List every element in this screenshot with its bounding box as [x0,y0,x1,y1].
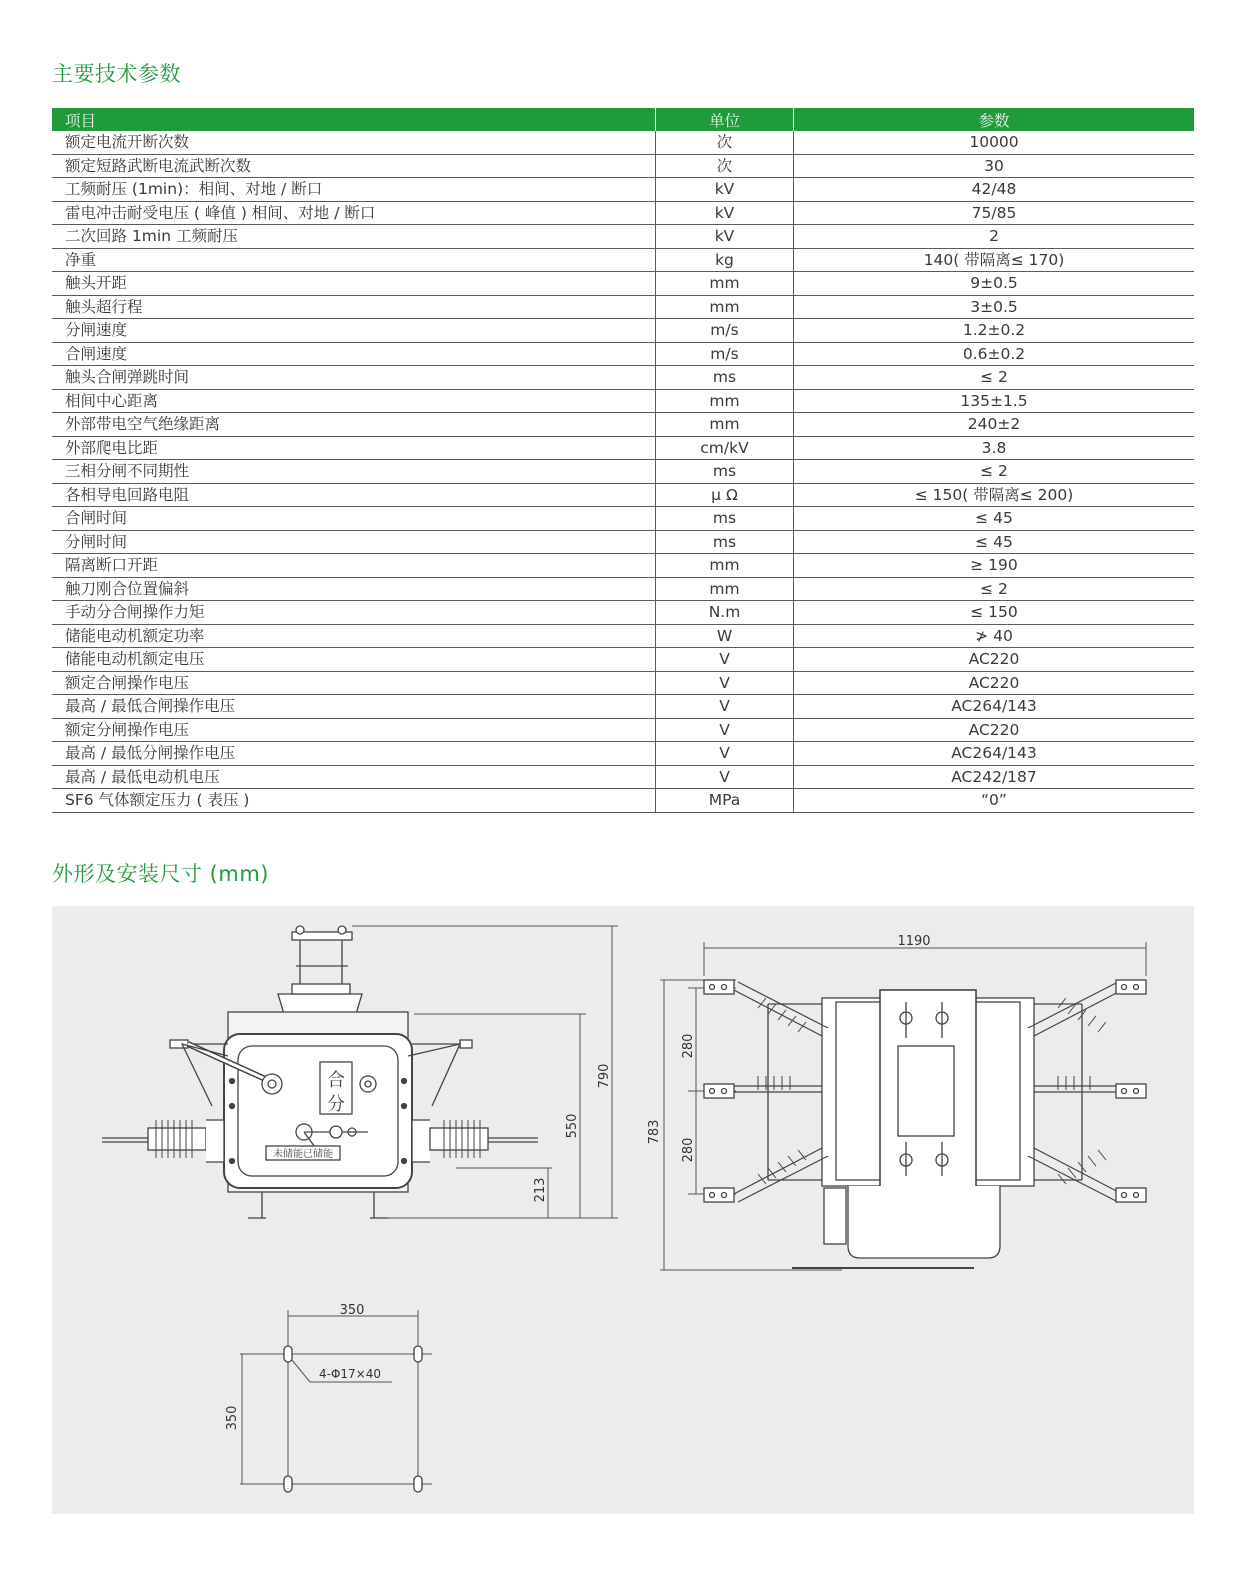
table-row [52,413,1194,437]
table-row [52,366,1194,390]
table-row [52,507,1194,531]
param-value: 3.8 [794,436,1195,460]
table-header-row [52,108,1194,131]
header-item: 项目 [52,108,656,131]
parameters-table [52,108,1194,813]
param-unit: m/s [656,342,794,366]
param-name: 三相分闸不同期性 [52,460,656,484]
dim-280-b: 280 [681,1137,696,1163]
dim-790: 790 [597,1063,612,1089]
param-name: SF6 气体额定压力 ( 表压 ) [52,789,656,813]
param-name: 触头合闸弹跳时间 [52,366,656,390]
table-row [52,483,1194,507]
param-unit: V [656,648,794,672]
param-name: 最高 / 最低分闸操作电压 [52,742,656,766]
dim-550: 550 [565,1113,580,1139]
param-value: 10000 [794,131,1195,154]
param-value: 0.6±0.2 [794,342,1195,366]
table-row [52,272,1194,296]
dim-350-height: 350 [225,1405,240,1431]
param-value: ≯ 40 [794,624,1195,648]
dim-783: 783 [647,1119,662,1145]
param-name: 额定电流开断次数 [52,131,656,154]
section-title-dimensions: 外形及安装尺寸 (mm) [52,862,269,886]
table-row [52,319,1194,343]
param-name: 合闸时间 [52,507,656,531]
param-name: 分闸速度 [52,319,656,343]
table-row [52,789,1194,813]
table-row [52,624,1194,648]
param-unit: cm/kV [656,436,794,460]
param-name: 净重 [52,248,656,272]
table-row [52,389,1194,413]
param-name: 各相导电回路电阻 [52,483,656,507]
table-row [52,671,1194,695]
table-row [52,765,1194,789]
table-row [52,648,1194,672]
param-value: ≤ 2 [794,366,1195,390]
param-value: ≥ 190 [794,554,1195,578]
table-row [52,131,1194,154]
label-fen: 分 [327,1094,345,1115]
param-name: 最高 / 最低电动机电压 [52,765,656,789]
param-value: AC264/143 [794,695,1195,719]
param-name: 触头开距 [52,272,656,296]
table-row [52,248,1194,272]
param-unit: V [656,718,794,742]
param-value: 75/85 [794,201,1195,225]
param-name: 外部带电空气绝缘距离 [52,413,656,437]
technical-drawing [52,906,1194,1514]
param-name: 触头超行程 [52,295,656,319]
param-unit: kV [656,201,794,225]
table-row [52,225,1194,249]
param-name: 触刀刚合位置偏斜 [52,577,656,601]
header-value: 参数 [794,108,1195,131]
table-row [52,201,1194,225]
param-unit: mm [656,577,794,601]
table-row [52,178,1194,202]
param-unit: V [656,765,794,789]
table-row [52,295,1194,319]
param-name: 合闸速度 [52,342,656,366]
param-value: 140( 带隔离≤ 170) [794,248,1195,272]
param-unit: ms [656,460,794,484]
param-name: 手动分合闸操作力矩 [52,601,656,625]
param-value: 1.2±0.2 [794,319,1195,343]
param-value: ≤ 45 [794,530,1195,554]
table-row [52,601,1194,625]
dim-280-a: 280 [681,1033,696,1059]
param-name: 外部爬电比距 [52,436,656,460]
mounting-view [225,1303,432,1492]
front-view [102,926,618,1218]
param-value: AC220 [794,648,1195,672]
param-unit: 次 [656,154,794,178]
param-value: 30 [794,154,1195,178]
param-value: AC220 [794,718,1195,742]
table-row [52,742,1194,766]
param-name: 相间中心距离 [52,389,656,413]
param-unit: mm [656,272,794,296]
param-value: 42/48 [794,178,1195,202]
param-unit: N.m [656,601,794,625]
param-unit: ms [656,530,794,554]
drawing-panel [52,906,1194,1514]
table-row [52,154,1194,178]
table-row [52,436,1194,460]
param-name: 额定短路武断电流武断次数 [52,154,656,178]
param-unit: kV [656,225,794,249]
dim-213: 213 [533,1177,548,1203]
dim-1190: 1190 [897,934,931,949]
param-name: 储能电动机额定电压 [52,648,656,672]
param-name: 雷电冲击耐受电压 ( 峰值 ) 相间、对地 / 断口 [52,201,656,225]
param-name: 最高 / 最低合闸操作电压 [52,695,656,719]
section-title-parameters: 主要技术参数 [52,62,181,86]
param-value: 135±1.5 [794,389,1195,413]
param-unit: m/s [656,319,794,343]
param-value: “0” [794,789,1195,813]
param-unit: mm [656,413,794,437]
param-value: 240±2 [794,413,1195,437]
param-unit: ms [656,366,794,390]
dim-350-width: 350 [339,1303,365,1318]
param-value: 9±0.5 [794,272,1195,296]
hole-spec-label: 4-Φ17×40 [318,1367,382,1381]
top-view [647,934,1146,1270]
param-unit: ms [656,507,794,531]
param-value: 3±0.5 [794,295,1195,319]
param-unit: W [656,624,794,648]
param-value: ≤ 2 [794,460,1195,484]
table-row [52,695,1194,719]
table-row [52,718,1194,742]
table-row [52,460,1194,484]
param-unit: MPa [656,789,794,813]
param-value: AC242/187 [794,765,1195,789]
param-unit: 次 [656,131,794,154]
param-name: 额定分闸操作电压 [52,718,656,742]
param-unit: kg [656,248,794,272]
param-value: AC264/143 [794,742,1195,766]
param-unit: μ Ω [656,483,794,507]
param-value: AC220 [794,671,1195,695]
param-unit: mm [656,295,794,319]
header-unit: 单位 [656,108,794,131]
param-value: 2 [794,225,1195,249]
table-row [52,554,1194,578]
param-name: 隔离断口开距 [52,554,656,578]
param-value: ≤ 45 [794,507,1195,531]
table-row [52,577,1194,601]
param-name: 额定合闸操作电压 [52,671,656,695]
param-value: ≤ 2 [794,577,1195,601]
param-unit: kV [656,178,794,202]
param-unit: mm [656,554,794,578]
param-unit: V [656,742,794,766]
label-he: 合 [327,1070,345,1091]
table-row [52,530,1194,554]
param-unit: V [656,695,794,719]
param-name: 储能电动机额定功率 [52,624,656,648]
param-name: 分闸时间 [52,530,656,554]
param-name: 二次回路 1min 工频耐压 [52,225,656,249]
param-value: ≤ 150( 带隔离≤ 200) [794,483,1195,507]
param-unit: mm [656,389,794,413]
label-storage: 未储能已储能 [273,1149,333,1160]
param-value: ≤ 150 [794,601,1195,625]
table-row [52,342,1194,366]
param-name: 工频耐压 (1min)：相间、对地 / 断口 [52,178,656,202]
param-unit: V [656,671,794,695]
